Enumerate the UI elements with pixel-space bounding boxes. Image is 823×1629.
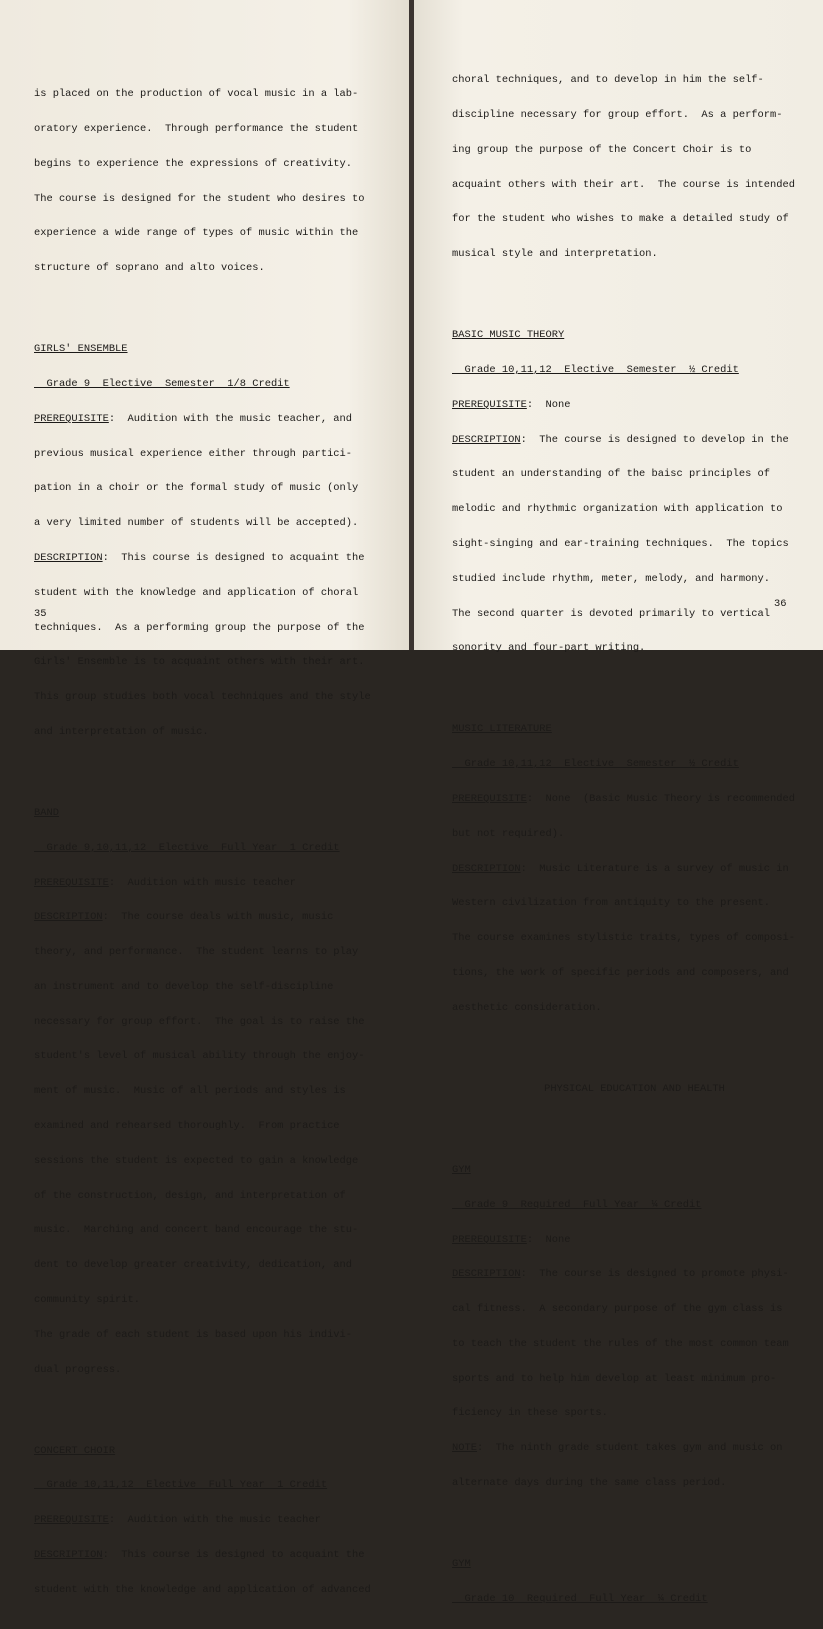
course-title-girls-ensemble: GIRLS' ENSEMBLE (34, 343, 128, 356)
text-line: experience a wide range of types of music within the (34, 227, 359, 240)
text-line: ing group the purpose of the Concert Choir is to (452, 143, 752, 156)
text-line: This group studies both vocal techniques and the style (34, 691, 371, 704)
text-line: cal fitness. A secondary purpose of the gym class is (452, 1303, 783, 1316)
left-page-text (34, 66, 371, 1620)
course-title-band: BAND (34, 807, 59, 819)
course-meta: Grade 10,11,12 Elective Semester ½ Credit (452, 364, 739, 377)
text-line: ficiency in these sports. (452, 1407, 608, 1420)
text-line: alternate days during the same class period. (452, 1477, 727, 1490)
course-meta: Grade 9,10,11,12 Elective Full Year 1 Credit (34, 841, 340, 854)
text-line: ment of music. Music of all periods and styles is (34, 1085, 346, 1098)
text-line: student an understanding of the baisc principles of (452, 468, 771, 481)
text-line: an instrument and to develop the self-discipline (34, 980, 334, 993)
description: DESCRIPTION: The course is designed to promote physi- (452, 1268, 789, 1281)
text-line: student's level of musical ability through the enjoy- (34, 1050, 365, 1063)
text-line: dual progress. (34, 1363, 122, 1376)
course-meta: Grade 10 Required Full Year ¼ Credit (452, 1592, 708, 1605)
course-title-music-literature: MUSIC LITERATURE (452, 723, 552, 736)
note-label: NOTE (452, 1442, 477, 1455)
text-line: music. Marching and concert band encourage the stu- (34, 1224, 359, 1237)
prerequisite: PREREQUISITE: None (Basic Music Theory is recommended (452, 793, 795, 805)
right-page (414, 0, 823, 1605)
text-line: of the construction, design, and interpretation of (34, 1189, 346, 1202)
prerequisite: PREREQUISITE: None (452, 398, 571, 411)
left-page (0, 0, 409, 1596)
text-line: to teach the student the rules of the most common team (452, 1337, 789, 1350)
prerequisite: PREREQUISITE: Audition with the music teacher (34, 1514, 321, 1527)
course-meta: Grade 9 Required Full Year ¼ Credit (452, 1198, 702, 1211)
course-meta: Grade 10,11,12 Elective Full Year 1 Credit (34, 1479, 328, 1492)
text-line: tions, the work of specific periods and composers, and (452, 966, 789, 979)
text-line: The second quarter is devoted primarily to vertical (452, 607, 771, 620)
description-label: DESCRIPTION (34, 911, 103, 924)
text-line: and interpretation of music. (34, 725, 209, 738)
page-number: 36 (774, 598, 787, 610)
text-line: student with the knowledge and application of advanced (34, 1583, 371, 1596)
section-heading: PHYSICAL EDUCATION AND HEALTH (544, 1082, 725, 1095)
course-title-gym: GYM (452, 1558, 471, 1571)
text-line: previous musical experience either through partici- (34, 447, 353, 460)
prerequisite-label: PREREQUISITE (34, 876, 109, 889)
text-line: sight-singing and ear-training techniques. The topics (452, 537, 789, 550)
text-line: oratory experience. Through performance the student (34, 122, 359, 135)
text-line: studied include rhythm, meter, melody, and harmony. (452, 572, 771, 585)
text-line: choral techniques, and to develop in him the self- (452, 74, 764, 87)
course-title-concert-choir: CONCERT CHOIR (34, 1444, 116, 1457)
description-label: DESCRIPTION (452, 433, 521, 446)
text-line: The course examines stylistic traits, types of composi- (452, 932, 795, 945)
description-label: DESCRIPTION (34, 551, 103, 564)
text-line: The course is designed for the student who desires to (34, 192, 365, 205)
text-line: aesthetic consideration. (452, 1001, 602, 1014)
text-line: techniques. As a performing group the purpose of the (34, 621, 365, 634)
text-line: necessary for group effort. The goal is to raise the (34, 1015, 365, 1028)
text-line: acquaint others with their art. The course is intended (452, 178, 795, 191)
prerequisite: PREREQUISITE: Audition with the music teacher, and (34, 412, 353, 425)
prerequisite-label: PREREQUISITE (452, 1233, 527, 1246)
text-line: Girls' Ensemble is to acquaint others with their art. (34, 656, 365, 669)
text-line: structure of soprano and alto voices. (34, 262, 265, 275)
text-line: sessions the student is expected to gain a knowledge (34, 1154, 359, 1167)
text-line: for the student who wishes to make a detailed study of (452, 213, 789, 226)
text-line: pation in a choir or the formal study of music (only (34, 482, 359, 495)
text-line: discipline necessary for group effort. As a perform- (452, 108, 783, 121)
description: DESCRIPTION: This course is designed to acquaint the (34, 1549, 365, 1561)
description-label: DESCRIPTION (452, 1268, 521, 1281)
course-meta: Grade 10,11,12 Elective Semester ½ Credit (452, 758, 739, 771)
course-title-basic-music-theory: BASIC MUSIC THEORY (452, 329, 565, 342)
description: DESCRIPTION: The course is designed to develop in the (452, 433, 789, 446)
text-line: sports and to help him develop at least minimum pro- (452, 1372, 777, 1385)
description-label: DESCRIPTION (34, 1549, 103, 1561)
description: DESCRIPTION: Music Literature is a survey of music in (452, 862, 789, 875)
text-line: but not required). (452, 827, 565, 840)
prerequisite-label: PREREQUISITE (34, 412, 109, 425)
note: NOTE: The ninth grade student takes gym and music on (452, 1442, 783, 1455)
text-line: The grade of each student is based upon his indivi- (34, 1328, 353, 1341)
text-line: begins to experience the expressions of creativity. (34, 157, 353, 170)
course-title-gym: GYM (452, 1164, 471, 1176)
text-line: sonority and four-part writing. (452, 642, 646, 655)
course-meta: Grade 9 Elective Semester 1/8 Credit (34, 378, 290, 391)
description: DESCRIPTION: This course is designed to acquaint the (34, 551, 365, 564)
page-number: 35 (34, 608, 47, 620)
text-line: theory, and performance. The student learns to play (34, 946, 359, 959)
text-line: Western civilization from antiquity to the present. (452, 897, 771, 910)
text-line: dent to develop greater creativity, dedication, and (34, 1259, 353, 1272)
text-line: examined and rehearsed thoroughly. From practice (34, 1120, 340, 1133)
prerequisite-label: PREREQUISITE (452, 398, 527, 411)
description: DESCRIPTION: The course deals with music, music (34, 911, 334, 924)
text-line: community spirit. (34, 1293, 141, 1306)
text-line: student with the knowledge and application of choral (34, 586, 359, 599)
text-line: a very limited number of students will be accepted). (34, 517, 359, 530)
prerequisite-label: PREREQUISITE (34, 1514, 109, 1527)
right-page-text (452, 52, 817, 1629)
prerequisite: PREREQUISITE: None (452, 1233, 571, 1246)
text-line: melodic and rhythmic organization with application to (452, 503, 783, 516)
prerequisite-label: PREREQUISITE (452, 793, 527, 805)
text-line: musical style and interpretation. (452, 248, 658, 261)
description-label: DESCRIPTION (452, 862, 521, 875)
text-line: is placed on the production of vocal music in a lab- (34, 88, 359, 101)
prerequisite: PREREQUISITE: Audition with music teacher (34, 876, 296, 889)
